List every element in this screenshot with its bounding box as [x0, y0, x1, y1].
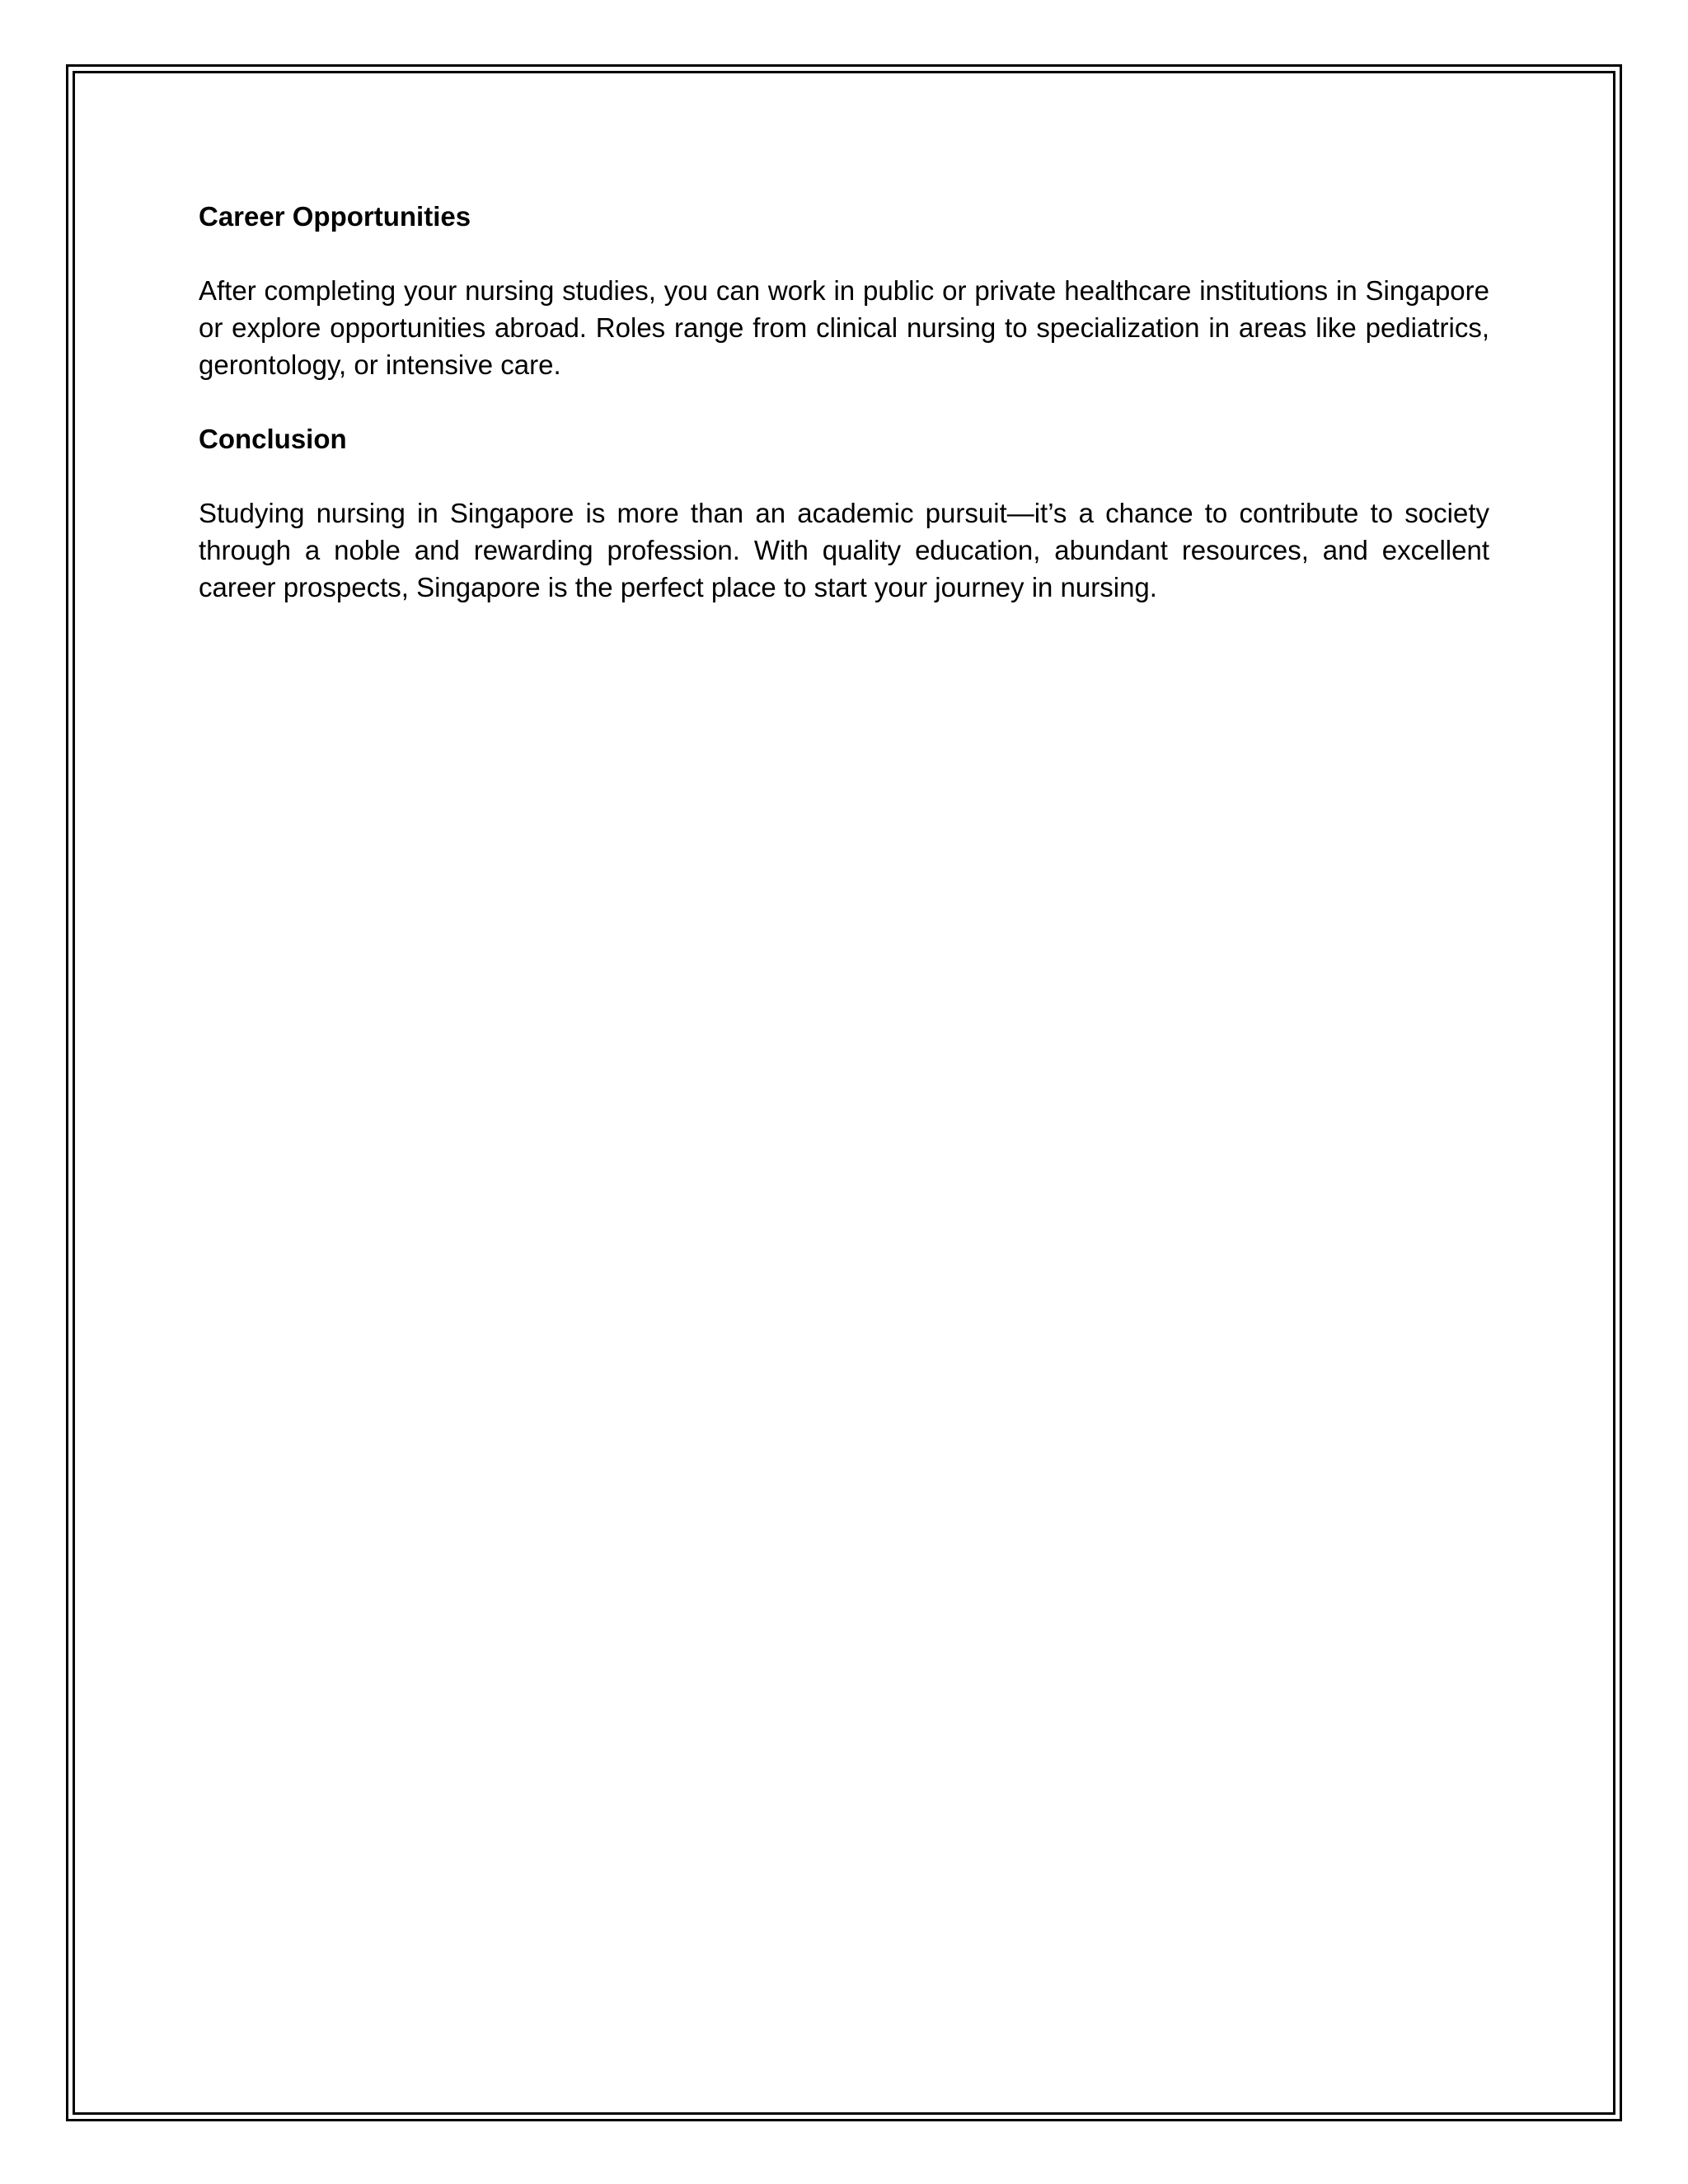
section-body-conclusion: Studying nursing in Singapore is more than an academic pursuit—it’s a chance to contribute to society through a noble and rewarding profession. With quality education, abundant resources, and excellent career prospects, Singapore is the perfect place to start your journey in nursing.	[199, 498, 1489, 602]
section-heading-career-opportunities: Career Opportunities	[199, 201, 471, 232]
section-heading-conclusion: Conclusion	[199, 424, 347, 454]
section-body-career-opportunities: After completing your nursing studies, you can work in public or private healthcare institutions in Singapore or explore opportunities abroad. Roles range from clinical nursing to specialization in areas like pediatrics, gerontology, or intensive care.	[199, 275, 1489, 380]
document-content	[199, 198, 1489, 643]
